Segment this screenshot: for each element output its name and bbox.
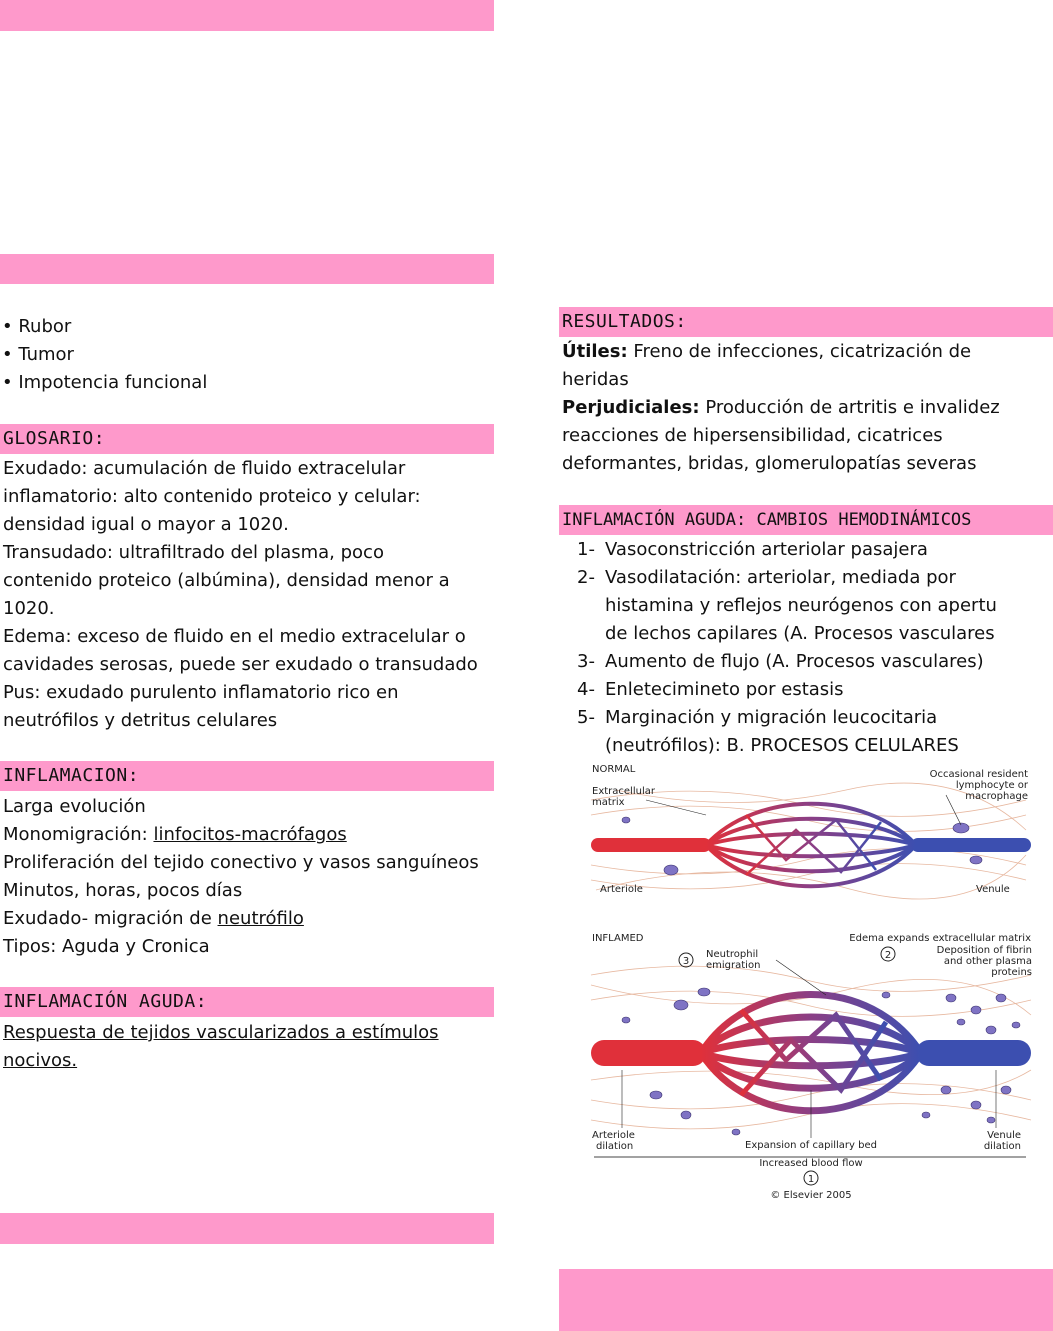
inflamacion-line bbox=[3, 821, 495, 849]
cambios-body bbox=[562, 536, 1052, 760]
item-text: Enletecimineto por estasis bbox=[605, 679, 844, 700]
inflamacion-body bbox=[3, 793, 495, 961]
list-item bbox=[562, 648, 1052, 676]
step-1-number: 1 bbox=[807, 1174, 815, 1185]
item-text: Aumento de flujo (A. Procesos vasculares) bbox=[605, 651, 984, 672]
utiles-line: heridas bbox=[562, 369, 629, 390]
utiles-label: Útiles: bbox=[562, 341, 628, 362]
inflamacion-text: Exudado- migración de bbox=[3, 908, 218, 929]
venule-label: Venule bbox=[976, 884, 1010, 895]
normal-panel bbox=[591, 764, 1031, 899]
glosario-line: inflamatorio: alto contenido proteico y celular: bbox=[3, 486, 421, 507]
item-number: 3- bbox=[577, 651, 595, 672]
glosario-line: Edema: exceso de fluido en el medio extracelular o bbox=[3, 626, 466, 647]
list-item: • Impotencia funcional bbox=[2, 369, 482, 397]
glosario-line: Transudado: ultrafiltrado del plasma, poco bbox=[3, 542, 384, 563]
inflamacion-text: Monomigración: bbox=[3, 824, 154, 845]
cambios-heading: INFLAMACIÓN AGUDA: CAMBIOS HEMODINÁMICOS bbox=[559, 505, 1053, 535]
perjudiciales-line bbox=[562, 394, 1052, 422]
fibrin-label: Deposition of fibrin bbox=[936, 945, 1032, 956]
glosario-line: cavidades serosas, puede ser exudado o transudado bbox=[3, 654, 478, 675]
expansion-label: Expansion of capillary bed bbox=[745, 1140, 877, 1151]
dilated-venule bbox=[916, 1040, 1031, 1066]
mid-band bbox=[0, 254, 494, 284]
arteriole-vessel bbox=[591, 838, 711, 852]
item-text: Vasodilatación: arteriolar, mediada por bbox=[605, 567, 956, 588]
top-band bbox=[0, 0, 494, 31]
linfocitos-link: linfocitos-macrófagos bbox=[153, 824, 347, 845]
fibrin-label: proteins bbox=[991, 967, 1032, 978]
resident-label: macrophage bbox=[965, 791, 1028, 802]
resident-label: Occasional resident bbox=[929, 769, 1028, 780]
perjudiciales-line: deformantes, bridas, glomerulopatías severas bbox=[562, 453, 977, 474]
inflamacion-line: Proliferación del tejido conectivo y vasos sanguíneos bbox=[3, 852, 479, 873]
fibrin-label: and other plasma bbox=[943, 956, 1032, 967]
aguda-line: Respuesta de tejidos vascularizados a estímulos bbox=[3, 1022, 439, 1043]
bottom-left-band bbox=[0, 1213, 494, 1244]
list-item bbox=[562, 676, 1052, 704]
venule-dilation-label: dilation bbox=[983, 1141, 1021, 1152]
list-item bbox=[562, 536, 1052, 564]
utiles-line bbox=[562, 338, 1052, 366]
venule-dilation-label: Venule bbox=[987, 1130, 1021, 1141]
venule-vessel bbox=[911, 838, 1031, 852]
perjudiciales-line: reacciones de hipersensibilidad, cicatrices bbox=[562, 425, 943, 446]
inflamacion-heading: INFLAMACION: bbox=[0, 761, 494, 791]
glosario-line: Pus: exudado purulento inflamatorio rico en bbox=[3, 682, 399, 703]
glosario-line: contenido proteico (albúmina), densidad menor a bbox=[3, 570, 450, 591]
glosario-line: densidad igual o mayor a 1020. bbox=[3, 514, 289, 535]
dilated-arteriole bbox=[591, 1040, 706, 1066]
resultados-body bbox=[562, 338, 1052, 478]
inflamacion-line: Larga evolución bbox=[3, 796, 146, 817]
step-3-number: 3 bbox=[682, 956, 690, 967]
item-text: de lechos capilares (A. Procesos vasculares bbox=[605, 623, 995, 644]
bottom-right-band bbox=[559, 1269, 1053, 1331]
utiles-text: Freno de infecciones, cicatrización de bbox=[627, 341, 972, 362]
resident-label: lymphocyte or bbox=[955, 780, 1028, 791]
blood-flow-label: Increased blood flow bbox=[759, 1158, 863, 1169]
inflamacion-line: Minutos, horas, pocos días bbox=[3, 880, 243, 901]
step-2-number: 2 bbox=[884, 950, 892, 961]
symptom-list bbox=[2, 313, 482, 397]
list-item bbox=[562, 564, 1052, 648]
perjudiciales-label: Perjudiciales: bbox=[562, 397, 700, 418]
arteriole-dilation-label: Arteriole bbox=[592, 1130, 635, 1141]
list-item: • Rubor bbox=[2, 313, 482, 341]
glosario-line: neutrófilos y detritus celulares bbox=[3, 710, 278, 731]
inflamacion-line bbox=[3, 905, 495, 933]
glosario-body bbox=[3, 455, 495, 735]
item-number: 1- bbox=[577, 539, 595, 560]
aguda-line: nocivos. bbox=[3, 1050, 78, 1071]
glosario-heading: GLOSARIO: bbox=[0, 424, 494, 454]
neutrophil-label: Neutrophil bbox=[706, 949, 759, 960]
extracellular-label: Extracellular bbox=[592, 786, 655, 797]
extracellular-label: matrix bbox=[592, 797, 625, 808]
microcirculation-figure bbox=[586, 760, 1036, 1205]
copyright-label: © Elsevier 2005 bbox=[770, 1190, 852, 1201]
inflamed-panel bbox=[591, 933, 1032, 1201]
list-item: • Tumor bbox=[2, 341, 482, 369]
item-text: Marginación y migración leucocitaria bbox=[605, 707, 938, 728]
cambios-list bbox=[562, 536, 1052, 760]
arteriole-dilation-label: dilation bbox=[596, 1141, 634, 1152]
item-number: 2- bbox=[577, 567, 595, 588]
item-text: (neutrófilos): B. PROCESOS CELULARES bbox=[605, 735, 959, 756]
item-number: 5- bbox=[577, 707, 595, 728]
aguda-heading: INFLAMACIÓN AGUDA: bbox=[0, 987, 494, 1017]
arteriole-label: Arteriole bbox=[600, 884, 643, 895]
inflamacion-line: Tipos: Aguda y Cronica bbox=[3, 936, 210, 957]
neutrofilo-link: neutrófilo bbox=[217, 908, 304, 929]
neutrophil-label: emigration bbox=[706, 960, 761, 971]
perjudiciales-text: Producción de artritis e invalidez bbox=[699, 397, 1000, 418]
item-number: 4- bbox=[577, 679, 595, 700]
aguda-body bbox=[3, 1019, 495, 1075]
item-text: histamina y reflejos neurógenos con apertu bbox=[605, 595, 997, 616]
list-item bbox=[562, 704, 1052, 760]
item-text: Vasoconstricción arteriolar pasajera bbox=[605, 539, 928, 560]
normal-label: NORMAL bbox=[592, 764, 636, 775]
glosario-line: 1020. bbox=[3, 598, 55, 619]
resultados-heading: RESULTADOS: bbox=[559, 307, 1053, 337]
inflamed-label: INFLAMED bbox=[592, 933, 644, 944]
glosario-line: Exudado: acumulación de fluido extracelular bbox=[3, 458, 406, 479]
edema-label: Edema expands extracellular matrix bbox=[849, 933, 1031, 944]
